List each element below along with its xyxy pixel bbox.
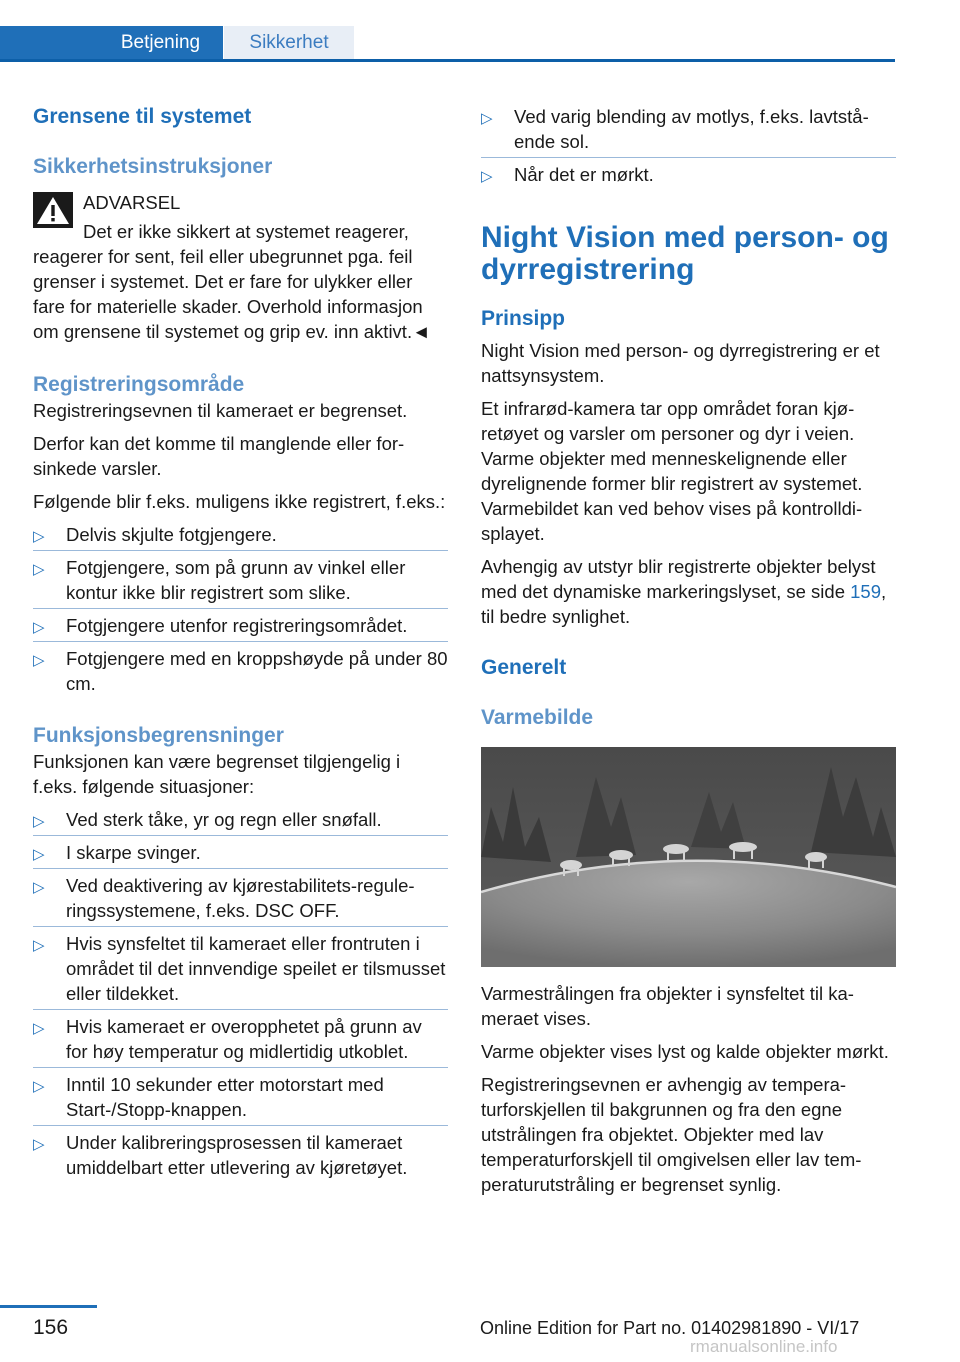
triangle-bullet-icon: ▷ (33, 813, 45, 830)
list-item: ▷ Delvis skjulte fotgjengere. (33, 518, 448, 551)
heading-general: Generelt (481, 656, 567, 679)
list-item: ▷ Fotgjengere utenfor registreringsområdet. (33, 609, 448, 642)
list-item: ▷ Ved deaktivering av kjørestabilitets-reguleringssystemene, f.eks. DSC OFF. (33, 869, 448, 927)
tab-sikkerhet[interactable]: Sikkerhet (224, 26, 354, 59)
list-item: ▷ Fotgjengere med en kroppshøyde på under 80 cm. (33, 648, 448, 694)
list-item: ▷ Under kalibreringsprosessen til kameraet umiddelbart etter utlevering av kjøretøyet. (33, 1132, 408, 1178)
triangle-bullet-icon: ▷ (33, 619, 45, 636)
list-item: ▷ Ved varig blending av motlys, f.eks. lavtstående sol. (481, 100, 896, 158)
list-item: ▷ Ved sterk tåke, yr og regn eller snøfall. (33, 803, 448, 836)
thermal-paragraph-2: Varme objekter vises lyst og kalde objekter mørkt. (481, 1041, 889, 1062)
watermark-text: rmanualsonline.info (690, 1337, 838, 1356)
heading-principle: Prinsipp (481, 307, 566, 330)
thermal-paragraph-3: Registreringsevnen er avhengig av temperaturforskjellen til bakgrunnen og fra den egne utstrålingen fra objektet. Objekter med lav temperaturforskjell til omgivelsen eller lav temperaturutstråling er begrenset synlig. (481, 1074, 862, 1195)
triangle-bullet-icon: ▷ (481, 110, 493, 127)
principle-paragraph-3: Avhengig av utstyr blir registrerte objekter belyst med det dynamiske markeringslyset, se side 159, til bedre synlighet. (481, 556, 887, 627)
principle-paragraph-2: Et infrarød-kamera tar opp området foran kjøretøyet og varsler om personer og dyr i veien. Varme objekter med menneskelignende eller dyrelignende former blir registrert av systemet. Varmebildet kan ved behov vises på kontrolldisplayet. (481, 398, 863, 544)
list-item: ▷ Hvis kameraet er overopphetet på grunn av for høy temperatur og midlertidig utkoblet. (33, 1010, 448, 1068)
range-paragraph-3: Følgende blir f.eks. muligens ikke registrert, f.eks.: (33, 491, 446, 512)
triangle-bullet-icon: ▷ (33, 846, 45, 863)
continued-list (481, 100, 896, 190)
triangle-bullet-icon: ▷ (33, 1078, 45, 1095)
triangle-bullet-icon: ▷ (481, 168, 493, 185)
footer-rule (0, 1305, 97, 1308)
warning-block (33, 190, 448, 215)
page-link[interactable]: 159 (850, 581, 881, 602)
heading-function-limits: Funksjonsbegrensninger (33, 724, 284, 747)
list-item: ▷ Inntil 10 sekunder etter motorstart med Start-/Stopp-knappen. (33, 1068, 448, 1126)
edition-text: Online Edition for Part no. 01402981890 - VI/17 (480, 1318, 860, 1338)
triangle-bullet-icon: ▷ (33, 1136, 45, 1153)
right-column (481, 100, 896, 1197)
triangle-bullet-icon: ▷ (33, 1020, 45, 1037)
thermal-image (481, 747, 896, 967)
heading-range: Registreringsområde (33, 373, 245, 396)
triangle-bullet-icon: ▷ (33, 561, 45, 578)
function-paragraph: Funksjonen kan være begrenset tilgjengelig i f.eks. følgende situasjoner: (33, 751, 401, 797)
tab-betjening[interactable]: Betjening (98, 26, 223, 59)
left-column (33, 100, 448, 1183)
principle-paragraph-1: Night Vision med person- og dyrregistrering er et nattsynsystem. (481, 340, 880, 386)
triangle-bullet-icon: ▷ (33, 879, 45, 896)
heading-thermal: Varmebilde (481, 706, 594, 729)
list-item: ▷ Fotgjengere, som på grunn av vinkel eller kontur ikke blir registrert som slike. (33, 551, 448, 609)
tab-lead-bar (0, 26, 98, 59)
chapter-tabs (0, 26, 895, 62)
tab-rule (0, 59, 895, 62)
triangle-bullet-icon: ▷ (33, 652, 45, 669)
page-number: 156 (33, 1316, 69, 1339)
range-paragraph-2: Derfor kan det komme til manglende eller forsinkede varsler. (33, 433, 405, 479)
heading-limits: Grensene til systemet (33, 105, 252, 128)
warning-title: ADVARSEL (83, 192, 181, 213)
function-list (33, 803, 448, 1183)
list-item: ▷ Hvis synsfeltet til kameraet eller frontruten i området til det innvendige speilet er tilsmusset eller tildekket. (33, 927, 448, 1010)
thermal-paragraph-1: Varmestrålingen fra objekter i synsfeltet til kameraet vises. (481, 983, 854, 1029)
section-title: Night Vision med person- og dyrregistrering (481, 221, 889, 286)
warning-text: Det er ikke sikkert at systemet reagerer, reagerer for sent, feil eller ubegrunnet pga. feil grenser i systemet. Det er fare for ulykker eller fare for materielle skader. Overhold informasjon om grensene til systemet og grip ev. inn aktivt.◄ (33, 221, 431, 342)
list-item: ▷ Når det er mørkt. (481, 158, 896, 190)
range-paragraph-1: Registreringsevnen til kameraet er begrenset. (33, 400, 408, 421)
list-item: ▷ I skarpe svinger. (33, 836, 448, 869)
range-list (33, 518, 448, 699)
heading-safety: Sikkerhetsinstruksjoner (33, 155, 273, 178)
triangle-bullet-icon: ▷ (33, 528, 45, 545)
warning-triangle-icon (33, 192, 73, 228)
triangle-bullet-icon: ▷ (33, 937, 45, 954)
